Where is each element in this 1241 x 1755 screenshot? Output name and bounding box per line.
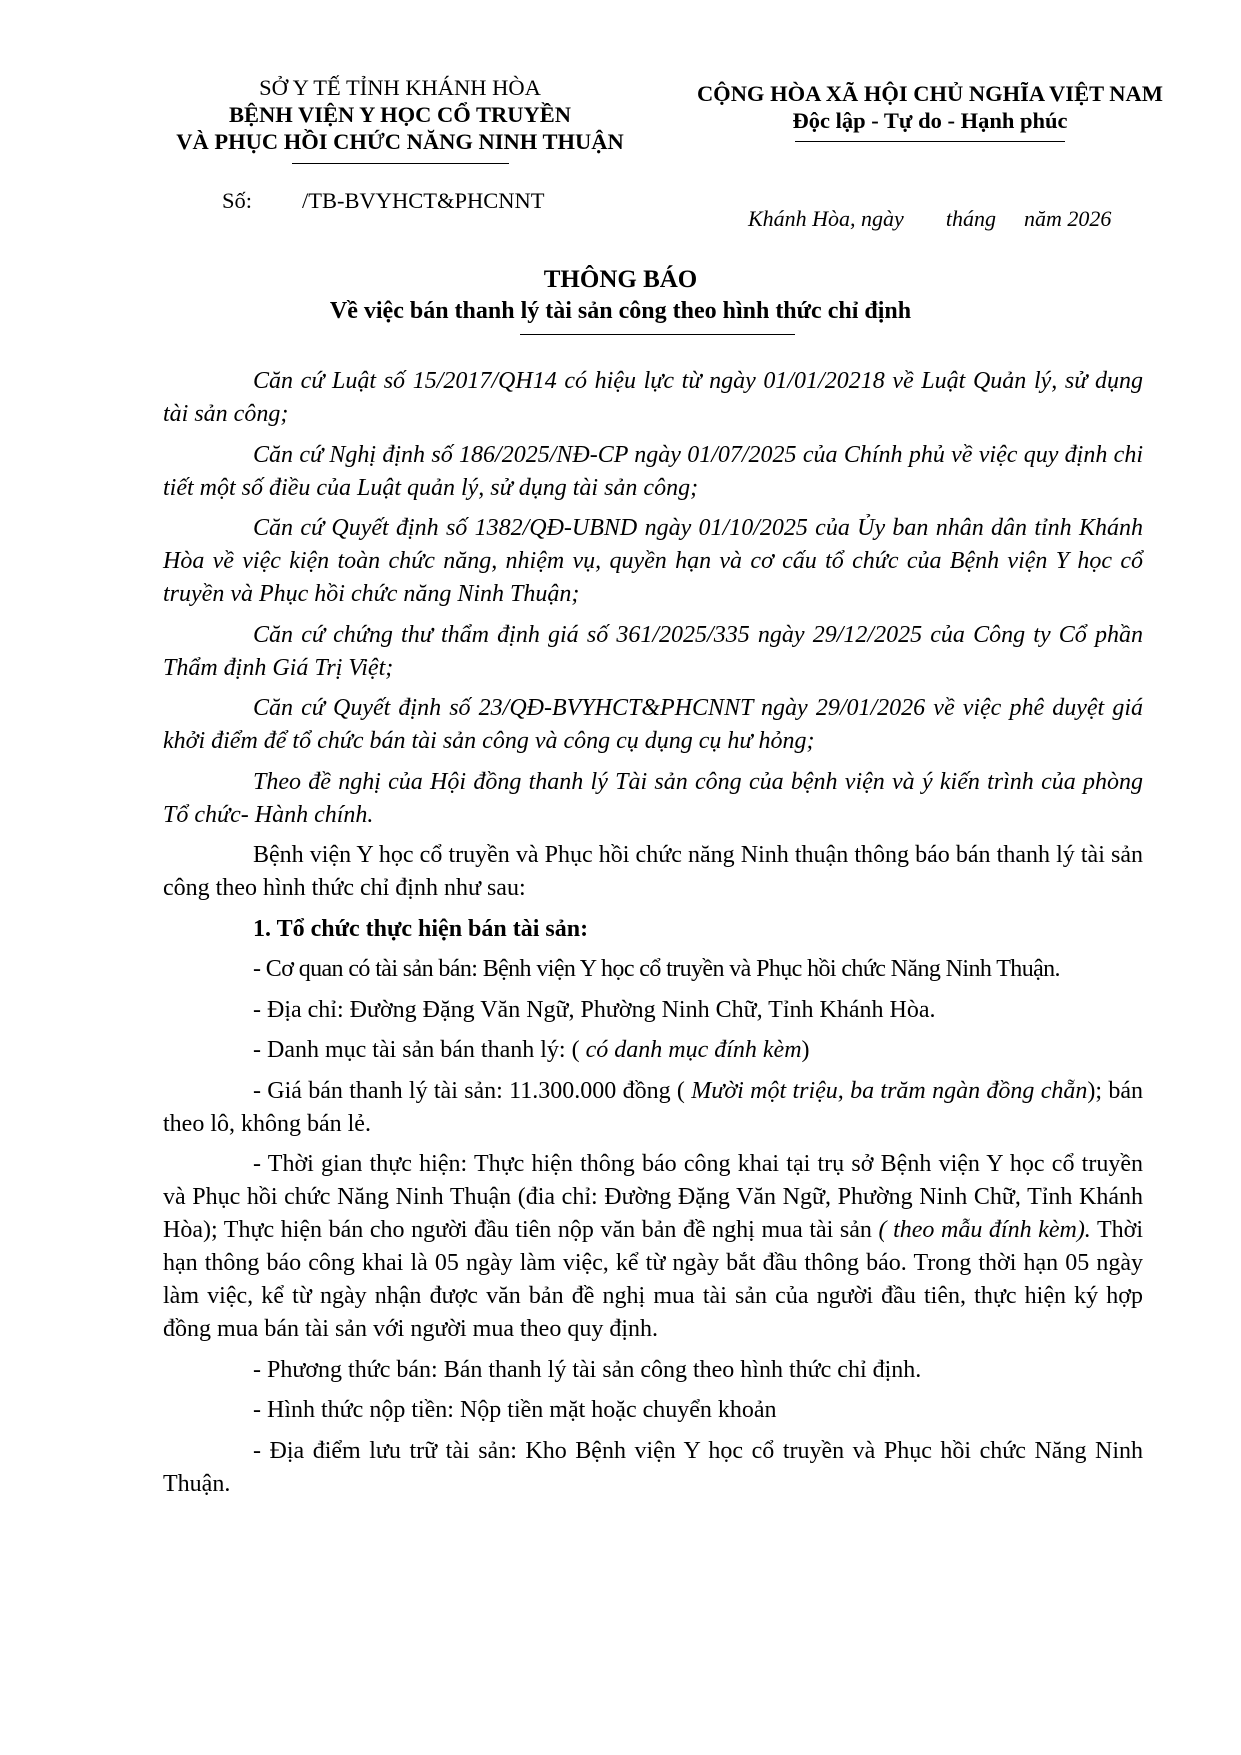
document-number [222,188,545,214]
motto-underline [795,141,1065,142]
price-in-words: Mười một triệu, ba trăm ngàn đồng chẵn [684,1077,1088,1104]
hospital-name-line2: VÀ PHỤC HỒI CHỨC NĂNG NINH THUẬN [176,129,624,154]
document-subject: Về việc bán thanh lý tài sản công theo hình thức chỉ định [329,298,912,324]
price-label: - Giá bán thanh lý tài sản: 11.300.000 đồng ( [253,1077,685,1104]
department-name: SỞ Y TẾ TỈNH KHÁNH HÒA [259,75,541,100]
basis-paragraph: Căn cứ Quyết định số 23/QĐ-BVYHCT&PHCNNT ngày 29/01/2026 về việc phê duyệt giá khởi điểm để tổ chức bán tài sản công và công cụ dụng cụ hư hỏng; [163,695,1143,754]
date-place: Khánh Hòa, ngày [748,206,904,231]
time-part1: - Thời gian thực hiện: Thực hiện thông báo công khai tại trụ sở Bệnh viện Y học cổ truyền và Phục hồi chức Năng Ninh Thuận (đia chỉ: Đường Đặng Văn Ngữ, Phường Ninh Chữ, Tỉnh Khánh Hòa); Thực hiện bán cho người đầu tiên nộp văn bản đề nghị mua tài sản [163,1151,1143,1243]
section-heading: 1. Tổ chức thực hiện bán tài sản: [253,915,589,942]
basis-paragraph: Căn cứ Quyết định số 1382/QĐ-UBND ngày 01/10/2025 của Ủy ban nhân dân tỉnh Khánh Hòa về việc kiện toàn chức năng, nhiệm vụ, quyền hạn và cơ cấu tổ chức của Bệnh viện Y học cổ truyền và Phục hồi chức năng Ninh Thuận; [163,515,1143,607]
item-storage: - Địa điểm lưu trữ tài sản: Kho Bệnh viện Y học cổ truyền và Phục hồi chức Năng Ninh Thuận. [163,1437,1143,1497]
basis-paragraph: Theo đề nghị của Hội đồng thanh lý Tài sản công của bệnh viện và ý kiến trình của phòng Tổ chức- Hành chính. [163,768,1143,828]
title-underline [520,334,795,335]
intro-paragraph: Bệnh viện Y học cổ truyền và Phục hồi chức năng Ninh thuận thông báo bán thanh lý tài sản công theo hình thức chỉ định như sau: [163,842,1143,901]
hospital-name-line1: BỆNH VIỆN Y HỌC CỔ TRUYỀN [229,102,571,127]
issuing-agency-header [120,74,680,164]
agency-underline [292,163,509,164]
national-title: CỘNG HÒA XÃ HỘI CHỦ NGHĨA VIỆT NAM [696,81,1164,106]
catalog-close: ) [801,1037,810,1063]
document-number-label: Số: [222,188,253,213]
place-date [748,206,1111,232]
document-number-value: /TB-BVYHCT&PHCNNT [302,188,545,213]
basis-paragraph: Căn cứ Nghị định số 186/2025/NĐ-CP ngày 01/07/2025 của Chính phủ về việc quy định chi tiết một số điều của Luật quản lý, sử dụng tài sản công; [163,441,1143,501]
item-payment: - Hình thức nộp tiền: Nộp tiền mặt hoặc chuyển khoản [253,1397,777,1423]
document-body [163,365,1143,1508]
document-title: THÔNG BÁO [543,266,698,293]
date-year: năm 2026 [1023,206,1112,231]
item-agency: - Cơ quan có tài sản bán: Bệnh viện Y học cổ truyền và Phục hồi chức Năng Ninh Thuận. [253,956,1060,982]
basis-paragraph: Căn cứ Luật số 15/2017/QH14 có hiệu lực từ ngày 01/01/20218 về Luật Quản lý, sử dụng tài sản công; [163,368,1143,427]
item-method: - Phương thức bán: Bán thanh lý tài sản công theo hình thức chỉ định. [253,1356,922,1383]
date-month: tháng [945,206,996,231]
item-address: - Địa chỉ: Đường Đặng Văn Ngữ, Phường Ninh Chữ, Tỉnh Khánh Hòa. [253,996,936,1023]
time-part2: Thời hạn thông báo công khai là 05 ngày làm việc, kể từ ngày bắt đầu thông báo. Trong thời hạn 05 ngày làm việc, kể từ ngày nhận được văn bản đề nghị mua tài sản của người đầu tiên, thực hiện ký hợp đồng mua bán tài sản với người mua theo quy định. [163,1217,1143,1342]
national-header [650,80,1210,142]
basis-paragraph: Căn cứ chứng thư thẩm định giá số 361/2025/335 ngày 29/12/2025 của Công ty Cổ phần Thẩm định Giá Trị Việt; [163,621,1143,681]
national-motto: Độc lập - Tự do - Hạnh phúc [792,108,1068,133]
item-time [163,1148,1143,1346]
catalog-label: - Danh mục tài sản bán thanh lý: ( [253,1037,580,1063]
catalog-note: có danh mục đính kèm [579,1037,802,1063]
time-form-note: ( theo mẫu đính kèm). [871,1217,1091,1243]
item-catalog [163,1034,1143,1067]
price-tail: ); bán theo lô, không bán lẻ. [163,1077,1143,1137]
item-price [163,1075,1143,1141]
